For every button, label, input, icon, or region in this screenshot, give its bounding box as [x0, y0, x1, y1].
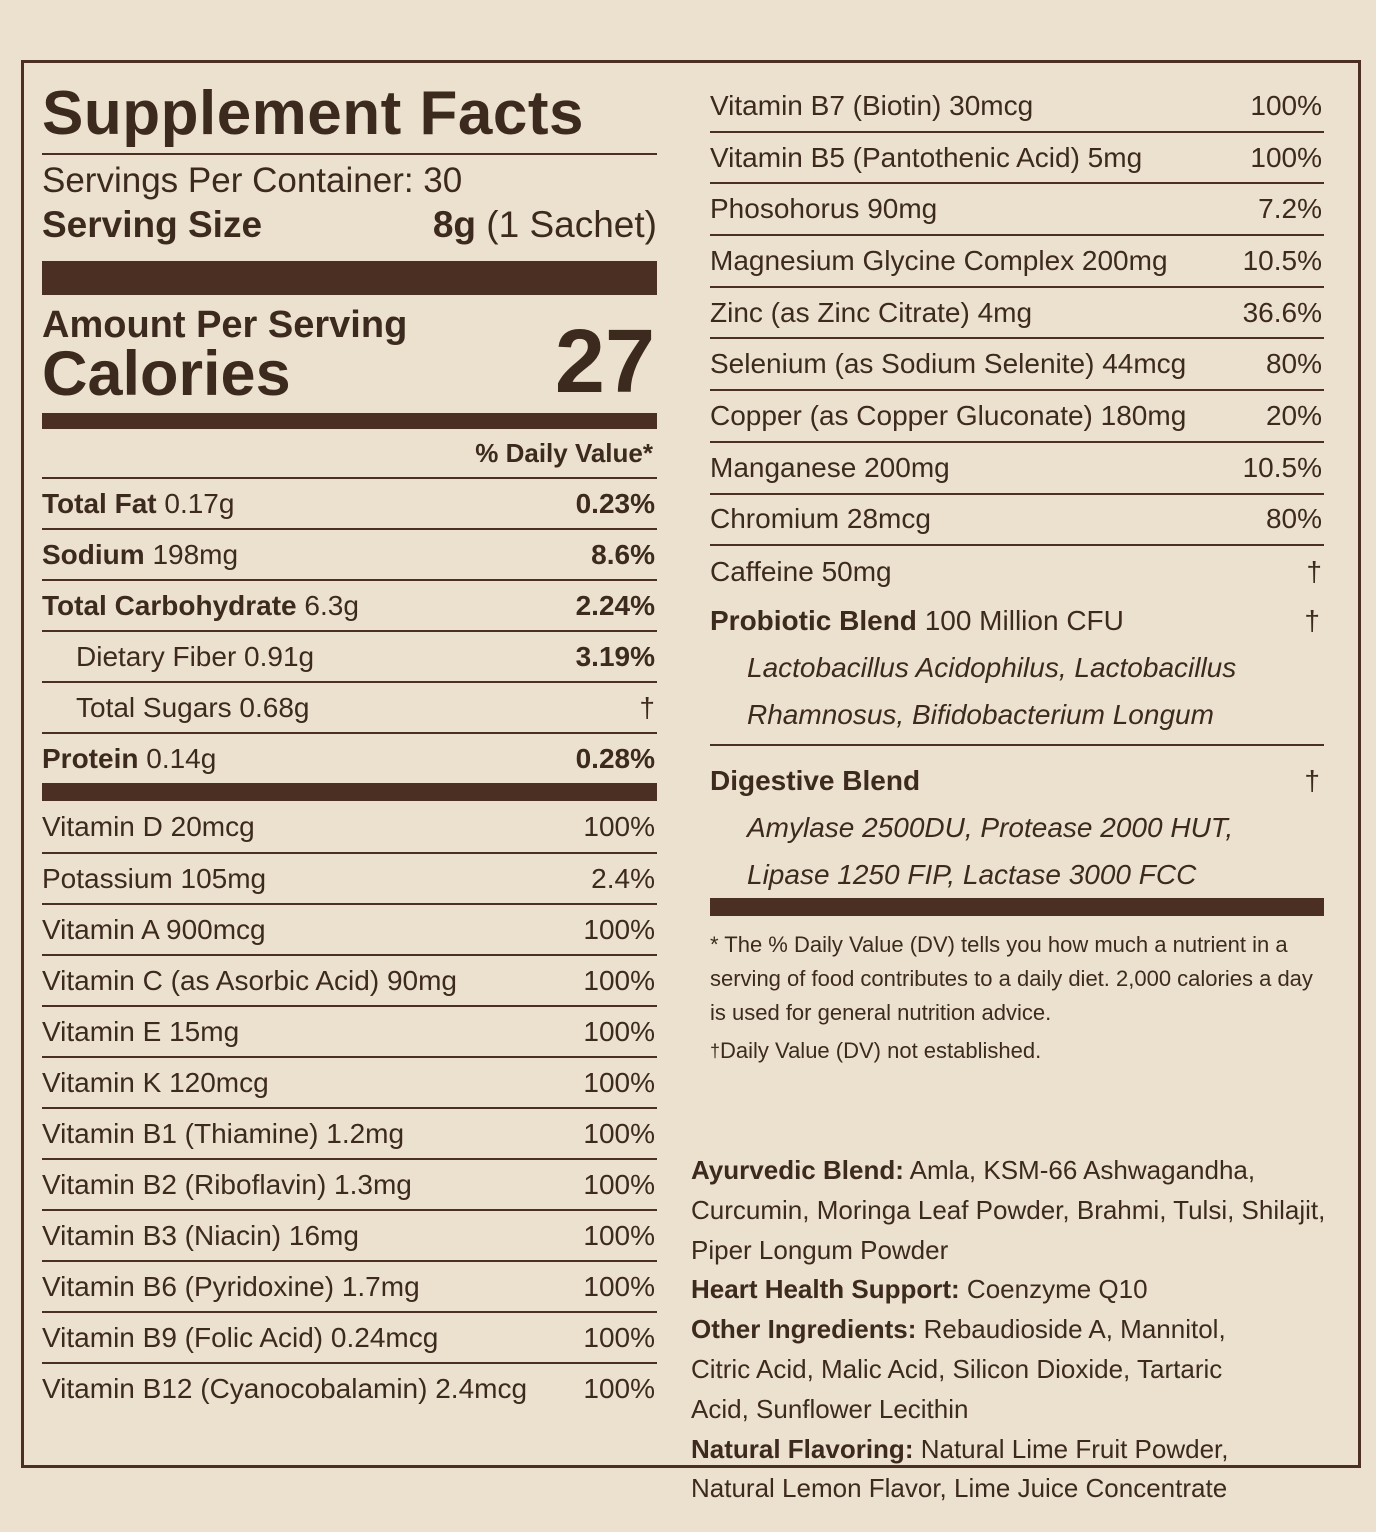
digestive-enzymes-line2: Lipase 1250 FIP, Lactase 3000 FCC: [747, 858, 1197, 890]
digestive-name: Digestive Blend: [710, 764, 921, 796]
serving-size-row: [42, 203, 657, 247]
mineral-row: [710, 339, 1324, 391]
calories-label: Calories: [42, 339, 291, 409]
mineral-dv: 7.2%: [1258, 193, 1322, 225]
nutrient-name: Protein: [42, 742, 139, 774]
vitamin-label: Vitamin C (as Asorbic Acid) 90mg: [42, 964, 457, 996]
dagger-note: Daily Value (DV) not established.: [720, 1037, 1042, 1063]
other-ingredients: [691, 1310, 1351, 1429]
calories-value: 27: [554, 312, 655, 412]
vitamin-dv: 100%: [583, 810, 655, 842]
vitamin-dv: 100%: [583, 1321, 655, 1353]
right-column: [710, 81, 1324, 1068]
mineral-label: Chromium 28mcg: [710, 503, 931, 535]
vitamin-row: [42, 1056, 657, 1107]
vitamin-list-left: [42, 801, 657, 1413]
nutrient-dv: 8.6%: [591, 538, 655, 570]
other-text: Rebaudioside A, Mannitol, Citric Acid, Malic Acid, Silicon Dioxide, Tartaric Acid, Sunflower Lecithin: [691, 1314, 1226, 1424]
macro-list: [42, 477, 657, 783]
heart-health-support: [691, 1270, 1351, 1310]
amount-per-serving-label: Amount Per Serving: [42, 304, 408, 346]
digestive-header: [710, 758, 1324, 804]
mineral-label: Manganese 200mg: [710, 451, 950, 483]
serving-size-value: 8g: [432, 204, 477, 245]
mineral-dv: 80%: [1265, 348, 1322, 380]
nutrient-name: Sodium: [42, 538, 145, 570]
nutrient-amount: 0.14g: [146, 742, 217, 774]
vitamin-row: [42, 1362, 657, 1413]
mineral-dv: 100%: [1250, 141, 1322, 173]
vitamin-dv: 100%: [583, 1117, 655, 1149]
nutrient-dv: †: [639, 691, 655, 723]
serving-size-amount: [433, 203, 657, 247]
servings-per-container: Servings Per Container: 30: [42, 161, 463, 200]
mineral-label: Caffeine 50mg: [710, 556, 892, 588]
nutrient-row: [42, 579, 657, 630]
nutrient-amount: 198mg: [152, 538, 239, 570]
mineral-label: Phosohorus 90mg: [710, 193, 938, 225]
flavor-label: Natural Flavoring:: [691, 1433, 914, 1464]
daily-value-header: % Daily Value*: [475, 438, 653, 468]
divider: [42, 153, 657, 155]
mineral-label: Vitamin B7 (Biotin) 30mcg: [710, 89, 1034, 121]
probiotic-header: [710, 598, 1324, 644]
probiotic-amount: 100 Million CFU: [924, 604, 1124, 636]
mineral-dv: 100%: [1250, 89, 1322, 121]
nutrient-name: Total Sugars: [76, 691, 232, 723]
nutrient-dv: 3.19%: [575, 640, 655, 672]
calories-block: [42, 295, 657, 412]
mineral-label: Zinc (as Zinc Citrate) 4mg: [710, 296, 1033, 328]
nutrient-row: [42, 732, 657, 783]
vitamin-row: [42, 1311, 657, 1362]
nutrient-dv: 2.24%: [575, 589, 655, 621]
probiotic-dv: †: [1304, 604, 1320, 636]
natural-flavoring: [691, 1430, 1351, 1510]
vitamin-row: [42, 954, 657, 1005]
vitamin-label: Vitamin B6 (Pyridoxine) 1.7mg: [42, 1270, 420, 1302]
nutrient-amount: 0.91g: [244, 640, 315, 672]
vitamin-label: Vitamin B12 (Cyanocobalamin) 2.4mcg: [42, 1372, 528, 1404]
vitamin-row: [42, 852, 657, 903]
dagger-footnote: [710, 1034, 1324, 1068]
mineral-label: Copper (as Copper Gluconate) 180mg: [710, 399, 1187, 431]
nutrient-row: [42, 528, 657, 579]
vitamin-label: Vitamin B2 (Riboflavin) 1.3mg: [42, 1168, 412, 1200]
mineral-row: [710, 236, 1324, 288]
supplement-facts-panel: [21, 60, 1361, 1504]
mineral-row: [710, 495, 1324, 547]
ayurvedic-text: Amla, KSM-66 Ashwagandha, Curcumin, Moringa Leaf Powder, Brahmi, Tulsi, Shilajit, Piper Longum Powder: [691, 1155, 1326, 1265]
vitamin-label: Vitamin B3 (Niacin) 16mg: [42, 1219, 359, 1251]
vitamin-dv: 100%: [583, 1015, 655, 1047]
vitamin-label: Vitamin K 120mcg: [42, 1066, 269, 1098]
serving-size-label: Serving Size: [42, 204, 263, 245]
nutrient-name: Total Fat: [42, 487, 157, 519]
mineral-dv: †: [1306, 556, 1322, 588]
vitamin-row: [42, 1158, 657, 1209]
nutrient-row: [42, 681, 657, 732]
vitamin-row: [42, 1005, 657, 1056]
vitamin-row: [42, 1260, 657, 1311]
daily-value-footnote: * The % Daily Value (DV) tells you how much a nutrient in a serving of food contributes to a daily diet. 2,000 calories a day is used for general nutrition advice.: [710, 931, 1313, 1025]
medium-divider: [710, 898, 1324, 916]
probiotic-blend: [710, 598, 1324, 746]
heart-text: Coenzyme Q10: [966, 1274, 1148, 1305]
nutrient-amount: 6.3g: [304, 589, 359, 621]
ingredients-block: [691, 1151, 1351, 1509]
vitamin-row: [42, 1107, 657, 1158]
nutrient-name: Total Carbohydrate: [42, 589, 297, 621]
nutrient-dv: 0.23%: [575, 487, 655, 519]
nutrient-amount: 0.68g: [239, 691, 310, 723]
mineral-label: Selenium (as Sodium Selenite) 44mcg: [710, 348, 1187, 380]
vitamin-label: Vitamin B1 (Thiamine) 1.2mg: [42, 1117, 405, 1149]
probiotic-strains-line2: Rhamnosus, Bifidobacterium Longum: [747, 698, 1214, 730]
ayurvedic-label: Ayurvedic Blend:: [691, 1155, 904, 1185]
heart-label: Heart Health Support:: [691, 1274, 960, 1305]
flavor-text: Natural Lime Fruit Powder, Natural Lemon Flavor, Lime Juice Concentrate: [691, 1433, 1229, 1504]
ayurvedic-blend: [691, 1151, 1351, 1270]
nutrient-dv: 0.28%: [575, 742, 655, 774]
vitamin-row: [42, 1209, 657, 1260]
mineral-row: [710, 81, 1324, 133]
medium-divider: [42, 783, 657, 801]
probiotic-strains-line1: Lactobacillus Acidophilus, Lactobacillus: [747, 651, 1237, 683]
mineral-dv: 10.5%: [1242, 451, 1322, 483]
vitamin-label: Vitamin B9 (Folic Acid) 0.24mcg: [42, 1321, 439, 1353]
nutrient-amount: 0.17g: [164, 487, 235, 519]
dagger-symbol: †: [710, 1040, 721, 1061]
left-column: [42, 81, 657, 1413]
panel-title: Supplement Facts: [42, 79, 584, 148]
mineral-row: [710, 546, 1324, 598]
vitamin-row: [42, 801, 657, 852]
mineral-row: [710, 133, 1324, 185]
medium-divider: [42, 413, 657, 429]
mineral-dv: 10.5%: [1242, 244, 1322, 276]
vitamin-label: Vitamin A 900mcg: [42, 913, 266, 945]
vitamin-dv: 100%: [583, 1270, 655, 1302]
thick-divider: [42, 261, 657, 295]
mineral-dv: 20%: [1265, 399, 1322, 431]
mineral-label: Vitamin B5 (Pantothenic Acid) 5mg: [710, 141, 1143, 173]
mineral-row: [710, 391, 1324, 443]
mineral-row: [710, 288, 1324, 340]
vitamin-dv: 100%: [583, 1219, 655, 1251]
nutrient-name: Dietary Fiber: [76, 640, 237, 672]
digestive-enzymes-line1: Amylase 2500DU, Protease 2000 HUT,: [747, 811, 1234, 843]
vitamin-label: Vitamin D 20mcg: [42, 810, 255, 842]
vitamin-label: Potassium 105mg: [42, 862, 267, 894]
digestive-blend: [710, 746, 1324, 898]
nutrient-row: [42, 477, 657, 528]
vitamin-dv: 100%: [583, 1066, 655, 1098]
vitamin-label: Vitamin E 15mg: [42, 1015, 240, 1047]
vitamin-dv: 100%: [583, 964, 655, 996]
vitamin-dv: 100%: [583, 913, 655, 945]
vitamin-list-right: [710, 81, 1324, 598]
nutrient-row: [42, 630, 657, 681]
mineral-dv: 36.6%: [1242, 296, 1322, 328]
mineral-dv: 80%: [1265, 503, 1322, 535]
other-label: Other Ingredients:: [691, 1314, 917, 1345]
mineral-row: [710, 184, 1324, 236]
mineral-row: [710, 443, 1324, 495]
mineral-label: Magnesium Glycine Complex 200mg: [710, 244, 1168, 276]
probiotic-name: Probiotic Blend: [710, 604, 917, 636]
digestive-dv: †: [1304, 764, 1320, 796]
vitamin-row: [42, 903, 657, 954]
vitamin-dv: 2.4%: [591, 862, 655, 894]
serving-size-unit: (1 Sachet): [486, 204, 657, 245]
vitamin-dv: 100%: [583, 1168, 655, 1200]
vitamin-dv: 100%: [583, 1372, 655, 1404]
